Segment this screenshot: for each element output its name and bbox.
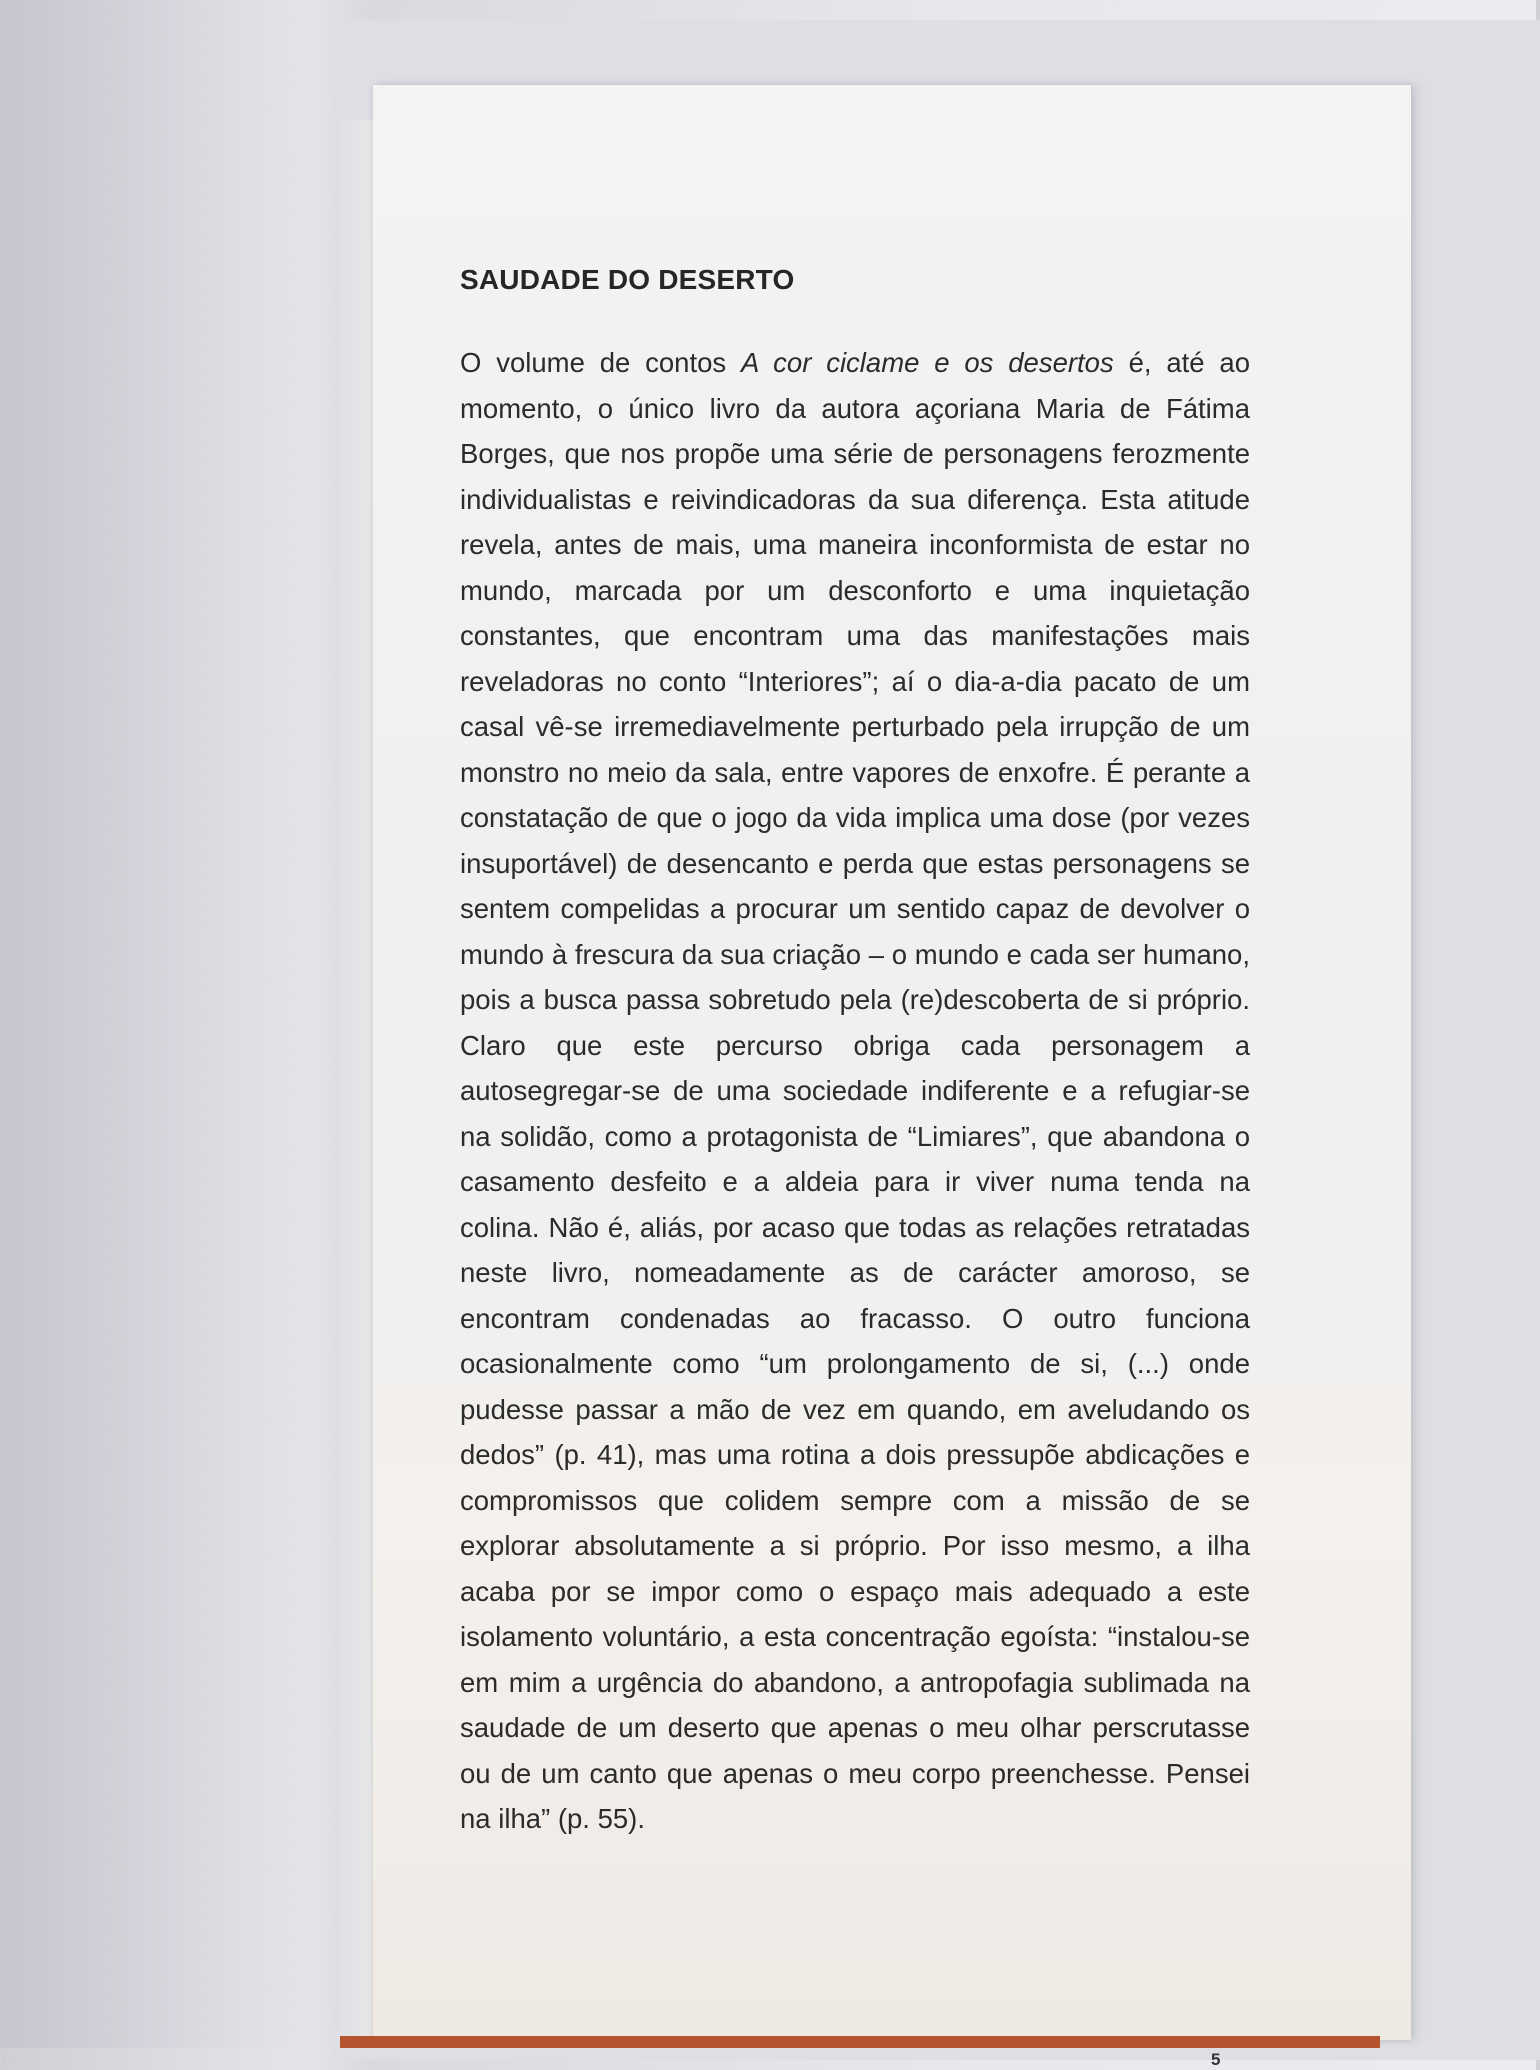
book-cover-edge [340,2036,1380,2048]
book-title-italic: A cor ciclame e os desertos [741,347,1114,378]
paragraph-text-rest: é, até ao momento, o único livro da autora açoriana Maria de Fátima Borges, que nos propõe uma série de personagens ferozmente individualistas e reivindicadoras da sua diferença. Esta atitude revela, antes de mais, uma maneira inconformista de estar no mundo, marcada por um desconforto e uma inquietação constantes, que encontram uma das manifestações mais reveladoras no conto “Interiores”; aí o dia-a-dia pacato de um casal vê-se irremediavelmente perturbado pela irrupção de um monstro no meio da sala, entre vapores de enxofre. É perante a constatação de que o jogo da vida implica uma dose (por vezes insuportável) de desencanto e perda que estas personagens se sentem compelidas a procurar um sentido capaz de devolver o mundo à frescura da sua criação – o mundo e cada ser humano, pois a busca passa sobretudo pela (re)descoberta de si próprio. Claro que este percurso obriga cada personagem a autosegregar-se de uma sociedade indiferente e a refugiar-se na solidão, como a protagonista de “Limiares”, que abandona o casamento desfeito e a aldeia para ir viver numa tenda na colina. Não é, aliás, por acaso que todas as relações retratadas neste livro, nomeadamente as de carácter amoroso, se encontram condenadas ao fracasso. O outro funciona ocasionalmente como “um prolongamento de si, (...) onde pudesse passar a mão de vez em quando, em aveludando os dedos” (p. 41), mas uma rotina a dois pressupõe abdicações e compromissos que colidem sempre com a missão de se explorar absolutamente a si próprio. Por isso mesmo, a ilha acaba por se impor como o espaço mais adequado a este isolamento voluntário, a esta concentração egoísta: “instalou-se em mim a urgência do abandono, a antropofagia sublimada na saudade de um deserto que apenas o meu olhar perscrutasse ou de um canto que apenas o meu corpo preenchesse. Pensei na ilha” (p. 55). [460,347,1250,1834]
page-number: 5 [1211,2050,1221,2069]
page-content [460,260,1250,1842]
chapter-title: SAUDADE DO DESERTO [460,264,795,295]
background-shadow [0,0,340,2048]
page-edge [335,120,375,2040]
body-paragraph [460,340,1250,1842]
paragraph-text-start: O volume de contos [460,347,741,378]
